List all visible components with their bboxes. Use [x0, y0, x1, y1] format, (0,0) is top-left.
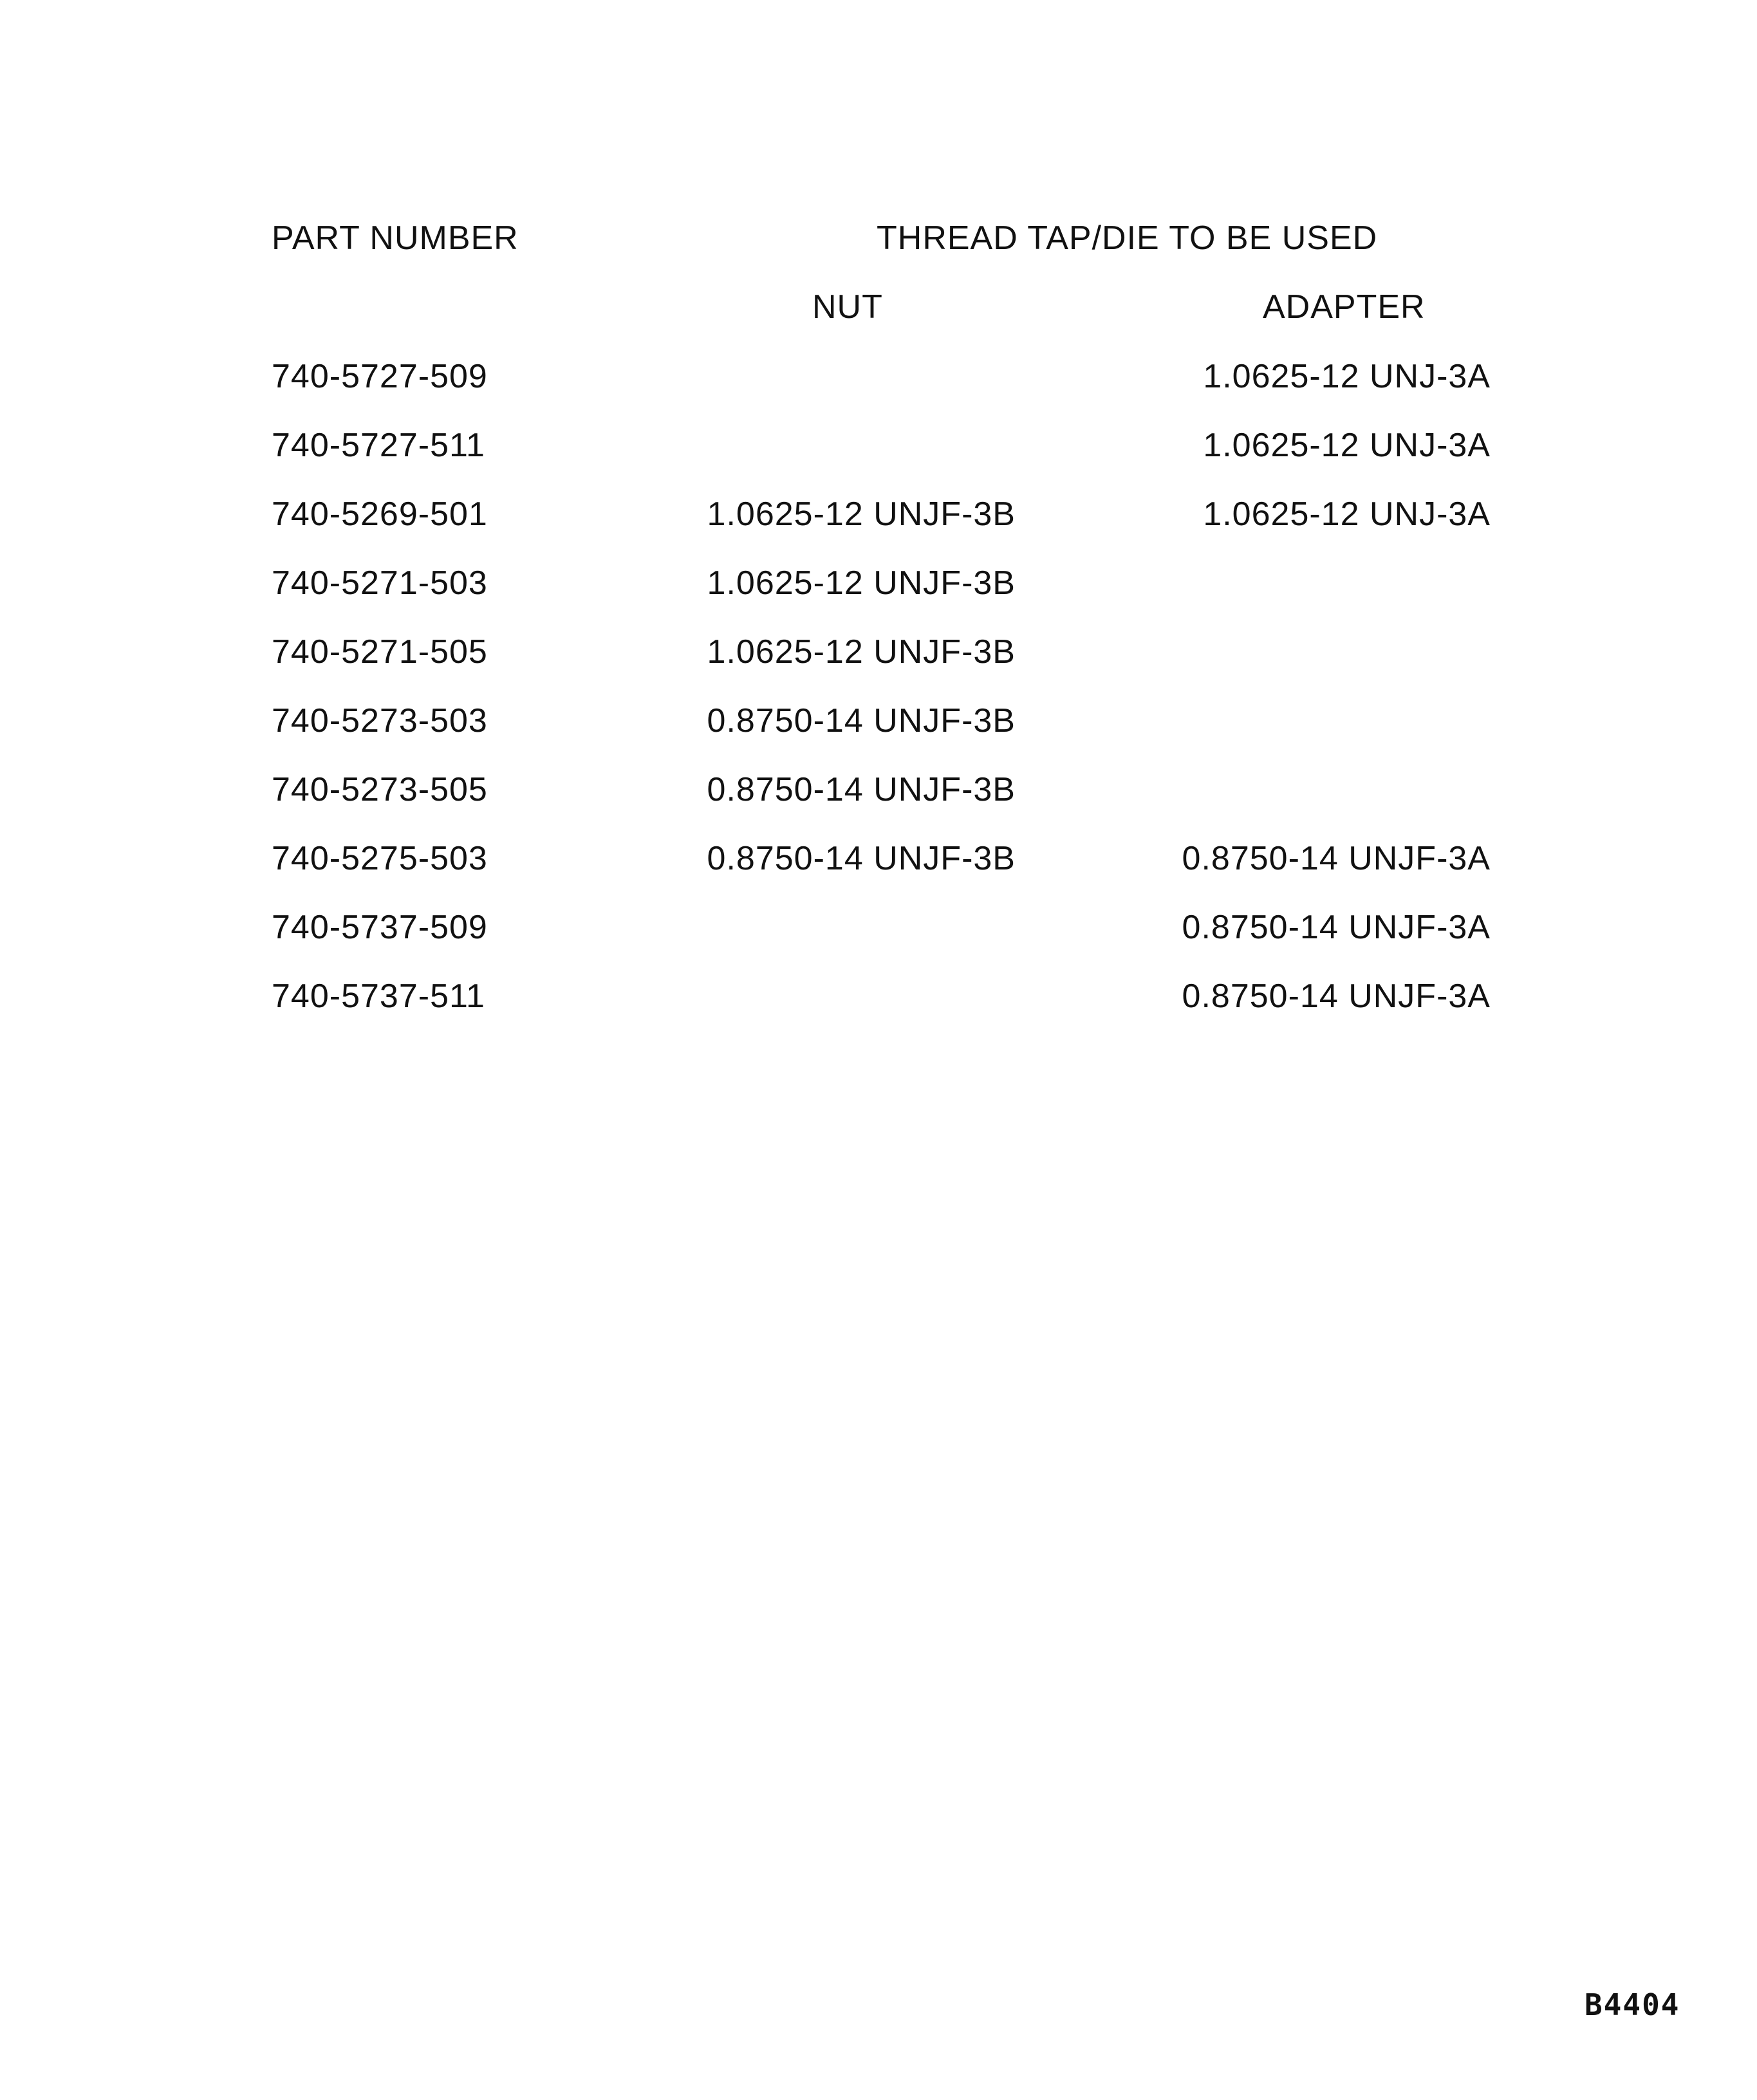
table-row-part: 740-5271-505	[272, 633, 488, 671]
table-row-nut: 1.0625-12 UNJF-3B	[707, 633, 1016, 671]
table-row-adapter: 0.8750-14 UNJF-3A	[1182, 978, 1491, 1015]
header-thread-tap-die: THREAD TAP/DIE TO BE USED	[877, 219, 1378, 257]
table-row-part: 740-5273-505	[272, 771, 488, 808]
header-part-number: PART NUMBER	[272, 219, 519, 257]
table-row-nut: 1.0625-12 UNJF-3B	[707, 496, 1016, 533]
table-row-adapter: 1.0625-12 UNJ-3A	[1203, 496, 1491, 533]
table-row-part: 740-5273-503	[272, 702, 488, 739]
table-row-nut: 0.8750-14 UNJF-3B	[707, 702, 1016, 739]
figure-identifier: B4404	[1585, 1987, 1680, 2022]
table-row-part: 740-5737-509	[272, 909, 488, 946]
table-row-part: 740-5727-511	[272, 427, 485, 464]
table-row-adapter: 1.0625-12 UNJ-3A	[1203, 358, 1491, 395]
table-row-nut: 0.8750-14 UNJF-3B	[707, 771, 1016, 808]
table-row-adapter: 0.8750-14 UNJF-3A	[1182, 909, 1491, 946]
table-row-part: 740-5269-501	[272, 496, 488, 533]
table-row-nut: 1.0625-12 UNJF-3B	[707, 564, 1016, 602]
header-nut: NUT	[812, 288, 883, 326]
header-adapter: ADAPTER	[1263, 288, 1426, 326]
table-row-adapter: 1.0625-12 UNJ-3A	[1203, 427, 1491, 464]
table-row-adapter: 0.8750-14 UNJF-3A	[1182, 840, 1491, 877]
table-row-part: 740-5727-509	[272, 358, 488, 395]
table-row-part: 740-5275-503	[272, 840, 488, 877]
table-row-part: 740-5737-511	[272, 978, 485, 1015]
table-row-nut: 0.8750-14 UNJF-3B	[707, 840, 1016, 877]
table-row-part: 740-5271-503	[272, 564, 488, 602]
